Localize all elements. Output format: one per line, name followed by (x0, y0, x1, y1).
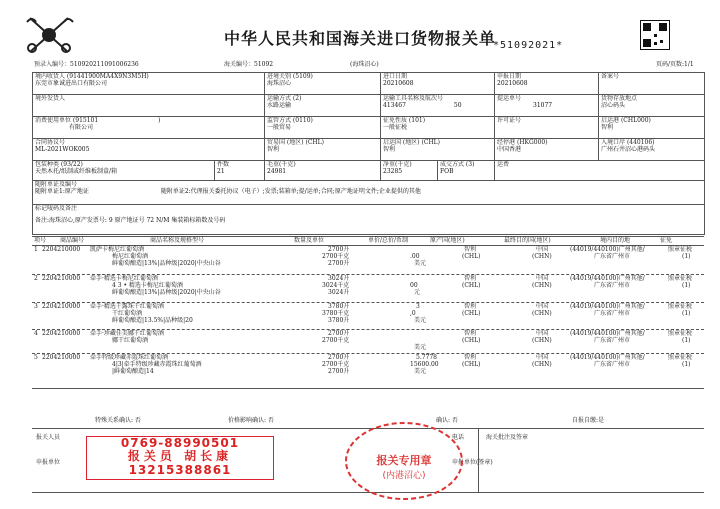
terms-cell: 成交方式 (3) FOB (438, 161, 495, 181)
item-dest: 中国 (536, 275, 549, 282)
item-currency: 美元 (414, 260, 427, 267)
duty-label: 电话 (452, 434, 465, 441)
storage-cell: 货物存放地点 沼心码头 (599, 95, 705, 117)
item-code: 2204210000 (42, 354, 81, 361)
item-total-price: .00 (410, 253, 420, 260)
col-qty: 数量及单位 (294, 237, 325, 244)
origin-country-cell: 启运国 (地区) (CHL) 智利 (381, 139, 495, 161)
item-origin-code: (CHL) (462, 310, 481, 317)
item-origin: 智利 (464, 354, 477, 361)
stamp-declarant: 报关员 胡长康 (127, 449, 233, 463)
item-tax-mode: 照章征税 (668, 246, 693, 253)
item-currency: 元 (414, 289, 421, 296)
item-no: 5 (34, 354, 38, 361)
item-qty-3: 3780升 (328, 317, 350, 324)
item-dest-code: (CHN) (532, 361, 552, 368)
declarant-stamp (86, 436, 274, 480)
item-dest-code: (CHN) (532, 337, 552, 344)
tax-nature-cell: 征免性质 (101) 一般征税 (381, 117, 495, 139)
item-qty-3: 2700升 (328, 368, 350, 375)
item-name-2: 梅尼红葡萄酒 (112, 253, 149, 260)
col-origin: 原产国(地区) (430, 237, 465, 244)
item-tax-mode: 照章征税 (668, 303, 693, 310)
item-dest-code: (CHN) (532, 282, 552, 289)
royalty-confirm: 确认: 否 (436, 417, 458, 424)
item-tax-code: (1) (682, 282, 691, 289)
item-origin-code: (CHL) (462, 361, 481, 368)
item-spec: |鲜葡萄酿造|14 (112, 368, 154, 375)
item-qty-2: 2700千克 (322, 253, 350, 260)
shipper-cell: 境外发货人 (33, 95, 265, 117)
item-domestic-city: 广东省广州市 (594, 337, 631, 344)
customs-seal-icon (342, 418, 466, 504)
item-domestic: (44019/440100)广州其他/ (570, 275, 645, 282)
item-dest: 中国 (536, 303, 549, 310)
item-domestic-city: 广东省广州市 (594, 310, 631, 317)
marks-cell: 标记唛码及备注 备注:海珠沼心,原产发票号: 9 原产地证号 72 N/M 集装箱标箱数及号码 (33, 205, 705, 235)
license-cell: 许可证号 (495, 117, 599, 139)
contract-cell: 合同协议号 ML-2021WOK005 (33, 139, 265, 161)
item-origin-code: (CHL) (462, 337, 481, 344)
item-unit-price: 3 (416, 303, 420, 310)
docs-cell: 随附单证及编号 随附单证1:原产地证 随附单证2:代理报关委托协议（电子）;发票;装箱单;提/运单;合同;原产地证明文件;企业提供的其他 (33, 181, 705, 205)
item-no: 3 (34, 303, 38, 310)
import-date-cell: 进口日期 20210608 (381, 73, 495, 95)
item-code: 2204210000 (42, 330, 81, 337)
col-code: 商品编号 (60, 237, 85, 244)
item-domestic-city: 广东省广州市 (594, 361, 631, 368)
item-total-price: ,0 (410, 310, 416, 317)
item-dest-code: (CHN) (532, 253, 552, 260)
item-total-price: 15600.00 (410, 361, 439, 368)
item-name-2: 4 3 • 精选卡梅尼红葡萄酒 (112, 282, 183, 289)
col-tax: 征免 (660, 237, 673, 244)
col-no: 项号 (34, 237, 47, 244)
col-domestic: 境内目的地 (600, 237, 631, 244)
seal-text2: (内港沼心) (382, 471, 426, 481)
item-spec: 鲜葡萄酿造|13%|品种级|2020|中央山谷 (112, 289, 221, 296)
supervision-cell: 监管方式 (0110) 一般贸易 (265, 117, 381, 139)
col-name: 商品名称及规格型号 (150, 237, 205, 244)
item-name-2: 干红葡萄酒 (112, 310, 143, 317)
item-spec: 鲜葡萄酿造|13.5%|品种级|20 (112, 317, 193, 324)
transit-port-cell: 经停港 (HKG000) 中国香港 (495, 139, 599, 161)
item-name-2: 4|3|牵手特级珍藏赤霞珠红葡萄酒 (112, 361, 202, 368)
customs-no-value: 51092 (254, 61, 274, 68)
item-code: 2204210000 (42, 246, 81, 253)
item-origin-code: (CHL) (462, 282, 481, 289)
item-tax-code: (1) (682, 361, 691, 368)
item-currency: 美元 (414, 317, 427, 324)
item-dest: 中国 (536, 330, 549, 337)
item-origin: 智利 (464, 275, 477, 282)
item-qty-1: 2700升 (328, 354, 350, 361)
special-relation: 特殊关系确认: 否 (95, 417, 141, 424)
declarant-label: 报关人员 (36, 434, 61, 441)
preentry-value: 510920211091006236 (70, 61, 139, 68)
item-domestic: (44019/440100)广州其他/ (570, 330, 645, 337)
item-unit-price: 5.7778 (416, 354, 437, 361)
item-qty-3: 2700升 (328, 260, 350, 267)
item-currency: 美元 (414, 344, 427, 351)
item-tax-mode: 照章征税 (668, 330, 693, 337)
item-name-2: 娜干红葡萄酒 (112, 337, 149, 344)
item-qty-2: 3780千克 (322, 310, 350, 317)
self-pay: 自报自缴:是 (572, 417, 605, 424)
pieces-cell: 件数 21 (215, 161, 265, 181)
item-origin-code: (CHL) (462, 253, 481, 260)
item-name: 凯萨卡梅尼红葡萄酒 (90, 246, 145, 253)
customs-no-label: 海关编号： (224, 61, 255, 68)
item-tax-mode: 照章征税 (668, 354, 693, 361)
item-domestic: (44019/440100)广州其他/ (570, 246, 645, 253)
stamp-mobile: 13215388861 (128, 463, 232, 477)
item-dest: 中国 (536, 354, 549, 361)
entry-place-cell: 入境口岸 (440106) 广州石井沼心港码头 (599, 139, 705, 161)
bl-cell: 提运单号 31077 (495, 95, 599, 117)
price-impact: 价格影响确认: 否 (228, 417, 274, 424)
item-tax-code: (1) (682, 337, 691, 344)
seal-text1: 报关专用章 (376, 454, 432, 467)
item-no: 1 (34, 246, 38, 253)
item-code: 2204210000 (42, 275, 81, 282)
item-code: 2204210000 (42, 303, 81, 310)
page-counter: 页码/页数:1/1 (656, 61, 694, 68)
vessel-cell: 运输工具名称及航次号 413467 50 (381, 95, 495, 117)
item-no: 4 (34, 330, 38, 337)
item-domestic-city: 广东省广州市 (594, 282, 631, 289)
trade-country-cell: 贸易国 (地区) (CHL) 智利 (265, 139, 381, 161)
item-qty-2: 2700千克 (322, 337, 350, 344)
col-dest: 最终目的国(地区) (504, 237, 551, 244)
entry-port-cell: 进境关别 (5109) 海珠沼心 (265, 73, 381, 95)
declaration-header-grid (32, 72, 705, 235)
item-name: 牵手·珍藏佳美娜干红葡萄酒 (90, 330, 164, 337)
stamp-phone: 0769-88990501 (120, 436, 240, 450)
declare-date-cell: 申报日期 20210608 (495, 73, 599, 95)
gross-cell: 毛重(千克) 24981 (265, 161, 381, 181)
item-domestic: (44019/440100)广州其他/ (570, 303, 645, 310)
item-dest: 中国 (536, 246, 549, 253)
item-tax-mode: 照章征税 (668, 275, 693, 282)
item-name: 牵手特级珍藏赤霞珠红葡萄酒 (90, 354, 169, 361)
item-name: 牵手·精选干露珠干红葡萄酒 (90, 303, 164, 310)
consignee-cell: 境内收货人 (91441900MA4X9N3M5H) 东莞市象诚进出口有限公司 (33, 73, 265, 95)
packing-cell: 包装种类 (93/22) 天然木托/纸制或纤维板制盒/箱 (33, 161, 215, 181)
transport-mode-cell: 运输方式 (2) 水路运输 (265, 95, 381, 117)
item-qty-1: 3024升 (328, 275, 350, 282)
item-qty-1: 2700升 (328, 330, 350, 337)
item-qty-2: 3024千克 (322, 282, 350, 289)
item-name: 牵手·精选卡梅尼红葡萄酒 (90, 275, 158, 282)
item-spec: 鲜葡萄酿造|13%|品种级|2020|中央山谷 (112, 260, 221, 267)
item-currency: 美元 (414, 368, 427, 375)
record-no-cell: 备案号 (599, 73, 705, 95)
declare-seal-label: 申报单位(签章) (452, 459, 493, 466)
item-tax-code: (1) (682, 310, 691, 317)
item-dest-code: (CHN) (532, 310, 552, 317)
item-origin: 智利 (464, 330, 477, 337)
net-cell: 净重(千克) 23285 (381, 161, 438, 181)
serial-number: *51092021* (493, 40, 564, 51)
item-total-price: 00 (410, 282, 418, 289)
declare-unit-label: 申报单位 (36, 459, 61, 466)
item-qty-1: 3780升 (328, 303, 350, 310)
item-domestic: (44019/440100)广州其他/ (570, 354, 645, 361)
qr-code-icon (640, 20, 670, 50)
item-qty-3: 3024升 (328, 289, 350, 296)
consumer-cell: 消费使用单位 (915101 ) 有限公司 (33, 117, 265, 139)
item-domestic-city: 广东省广州市 (594, 253, 631, 260)
item-tax-code: (1) (682, 253, 691, 260)
item-qty-1: 2700升 (328, 246, 350, 253)
item-no: 2 (34, 275, 38, 282)
col-price: 单价/总价/币制 (368, 237, 409, 244)
dep-port-cell: 启运港 (CHL000) 智利 (599, 117, 705, 139)
form-title: 中华人民共和国海关进口货物报关单 (223, 29, 496, 48)
preentry-label: 预录入编号： (34, 61, 71, 68)
item-origin: 智利 (464, 303, 477, 310)
item-origin: 智利 (464, 246, 477, 253)
item-qty-2: 2700千克 (322, 361, 350, 368)
customs-note-label: 海关批注及签章 (486, 434, 529, 441)
port-note: (海珠沼心) (350, 61, 379, 68)
freight-cell: 运费 (495, 161, 705, 181)
